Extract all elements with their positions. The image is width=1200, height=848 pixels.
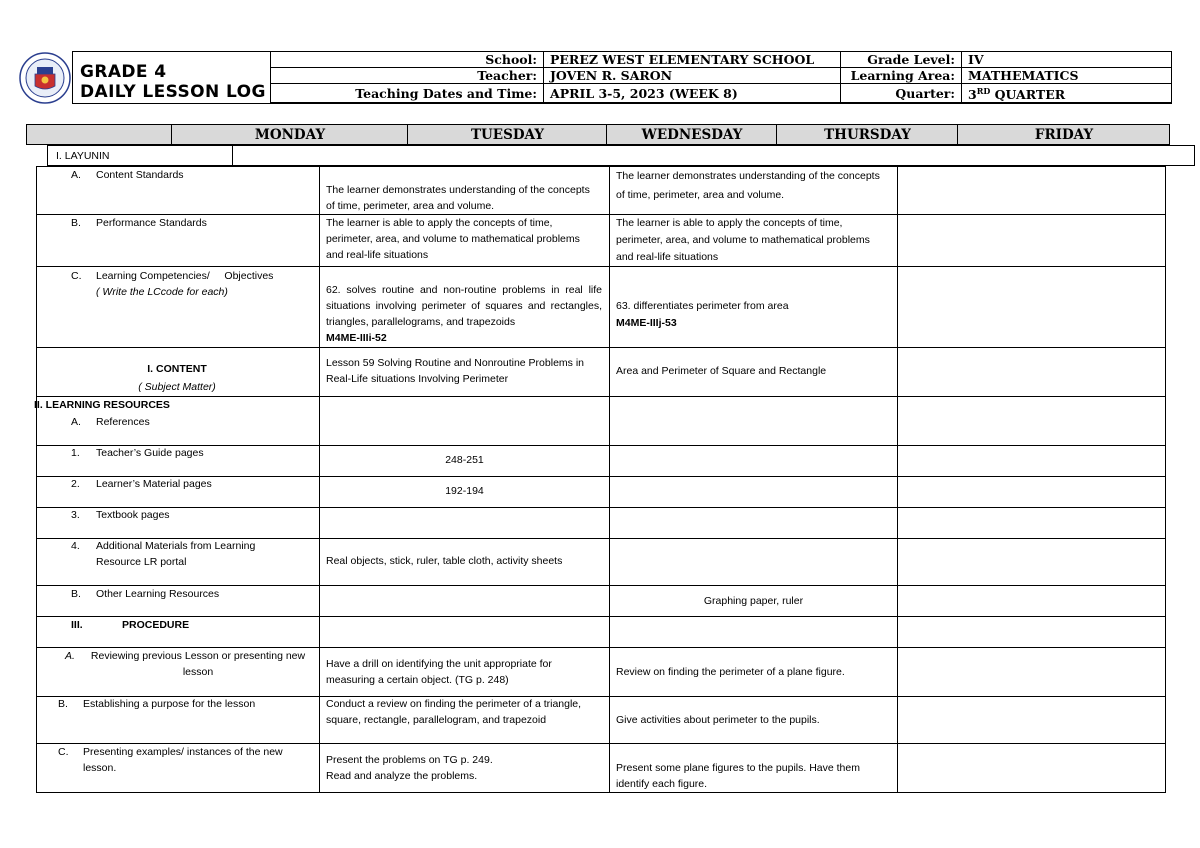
purpose-col2: Give activities about perimeter to the pupils. xyxy=(616,714,820,726)
other-resources-col2: Graphing paper, ruler xyxy=(703,595,804,607)
content-sub: ( Subject Matter) xyxy=(138,381,216,393)
performance-standards-col1: The learner is able to apply the concepts of time, perimeter, area, and volume to mathematical problems and real-life situations xyxy=(326,217,580,261)
lm-pages-col1: 192-194 xyxy=(445,485,484,497)
learning-resources-label: II. LEARNING RESOURCES xyxy=(34,399,170,411)
school-value: PEREZ WEST ELEMENTARY SCHOOL xyxy=(544,52,841,68)
textbook-label: Textbook pages xyxy=(96,509,170,521)
tg-pages-label: Teacher’s Guide pages xyxy=(96,447,204,459)
examples-letter: C. xyxy=(58,746,69,758)
reviewing-letter: A. xyxy=(65,650,75,662)
title-box xyxy=(72,51,270,104)
competencies-col1-code: M4ME-IIIi-52 xyxy=(326,332,387,344)
deped-seal-logo xyxy=(19,52,71,104)
content-label: I. CONTENT xyxy=(147,363,207,375)
examples-col2: Present some plane figures to the pupils. Have them identify each figure. xyxy=(616,762,860,790)
learning-area-label: Learning Area: xyxy=(841,68,962,84)
references-letter: A. xyxy=(71,416,81,428)
examples-col1-line1: Present the problems on TG p. 249. xyxy=(326,754,493,766)
quarter-value: 3RD QUARTER xyxy=(962,84,1172,104)
content-standards-col1: The learner demonstrates understanding of the concepts of time, perimeter, area and volume. xyxy=(326,184,590,212)
content-standards-letter: A. xyxy=(71,169,81,181)
competencies-label: Learning Competencies/ Objectives xyxy=(96,270,274,282)
competencies-letter: C. xyxy=(71,270,82,282)
days-header-bar xyxy=(26,124,1170,145)
additional-label: Additional Materials from Learning Resource LR portal xyxy=(96,540,256,568)
day-monday: MONDAY xyxy=(171,125,408,144)
day-wednesday: WEDNESDAY xyxy=(606,125,777,144)
grade-level-value: IV xyxy=(962,52,1172,68)
reviewing-col1: Have a drill on identifying the unit appropriate for measuring a certain object. (TG p. 248) xyxy=(326,658,552,686)
tg-pages-num: 1. xyxy=(71,447,80,459)
performance-standards-col2: The learner is able to apply the concepts of time, perimeter, area, and volume to mathematical problems and real-life situations xyxy=(616,217,870,263)
additional-col1: Real objects, stick, ruler, table cloth, activity sheets xyxy=(326,555,563,567)
teacher-label: Teacher: xyxy=(271,68,544,84)
reviewing-col2: Review on finding the perimeter of a plane figure. xyxy=(616,666,845,678)
other-resources-label: Other Learning Resources xyxy=(96,588,220,600)
competencies-col2-code: M4ME-IIIj-53 xyxy=(616,317,677,329)
competencies-col1: 62. solves routine and non-routine problems in real life situations involving perimeter of squares and rectangles, triangles, parallelograms, and trapezoids xyxy=(326,284,602,328)
day-friday: FRIDAY xyxy=(957,125,1170,144)
grade-level-label: Grade Level: xyxy=(841,52,962,68)
content-col1: Lesson 59 Solving Routine and Nonroutine Problems in Real-Life situations Involving Perimeter xyxy=(326,357,584,385)
examples-col1-line2: Read and analyze the problems. xyxy=(326,770,478,782)
lesson-log-table xyxy=(36,166,1166,793)
teaching-dates-label: Teaching Dates and Time: xyxy=(271,84,544,104)
title-daily-lesson-log: DAILY LESSON LOG xyxy=(80,82,266,102)
layunin-row-empty xyxy=(232,145,1195,166)
performance-standards-letter: B. xyxy=(71,217,81,229)
header-info-table xyxy=(270,51,1172,104)
teacher-value: JOVEN R. SARON xyxy=(544,68,841,84)
school-label: School: xyxy=(271,52,544,68)
reviewing-label: Reviewing previous Lesson or presenting new lesson xyxy=(90,650,306,678)
day-thursday: THURSDAY xyxy=(776,125,958,144)
examples-label: Presenting examples/ instances of the new lesson. xyxy=(83,746,283,774)
teaching-dates-value: APRIL 3-5, 2023 (WEEK 8) xyxy=(544,84,841,104)
lm-pages-label: Learner’s Material pages xyxy=(96,478,212,490)
purpose-col1: Conduct a review on finding the perimeter of a triangle, square, rectangle, parallelogram, and trapezoid xyxy=(326,698,582,726)
learning-area-value: MATHEMATICS xyxy=(962,68,1172,84)
content-col2: Area and Perimeter of Square and Rectangle xyxy=(616,365,827,377)
procedure-label: PROCEDURE xyxy=(122,619,190,631)
title-grade: GRADE 4 xyxy=(80,62,167,82)
additional-num: 4. xyxy=(71,540,80,552)
purpose-letter: B. xyxy=(58,698,68,710)
layunin-heading: I. LAYUNIN xyxy=(47,145,233,166)
purpose-label: Establishing a purpose for the lesson xyxy=(83,698,256,710)
lm-pages-num: 2. xyxy=(71,478,80,490)
competencies-sub: ( Write the LCcode for each) xyxy=(96,286,228,298)
competencies-col2: 63. differentiates perimeter from area xyxy=(616,300,789,312)
procedure-num: III. xyxy=(71,619,83,631)
day-tuesday: TUESDAY xyxy=(407,125,607,144)
content-standards-col2: The learner demonstrates understanding of the concepts of time, perimeter, area and volume. xyxy=(616,170,880,201)
quarter-label: Quarter: xyxy=(841,84,962,104)
tg-pages-col1: 248-251 xyxy=(445,454,484,466)
textbook-num: 3. xyxy=(71,509,80,521)
performance-standards-label: Performance Standards xyxy=(96,217,207,229)
content-standards-label: Content Standards xyxy=(96,169,184,181)
other-resources-letter: B. xyxy=(71,588,81,600)
references-label: References xyxy=(96,416,150,428)
